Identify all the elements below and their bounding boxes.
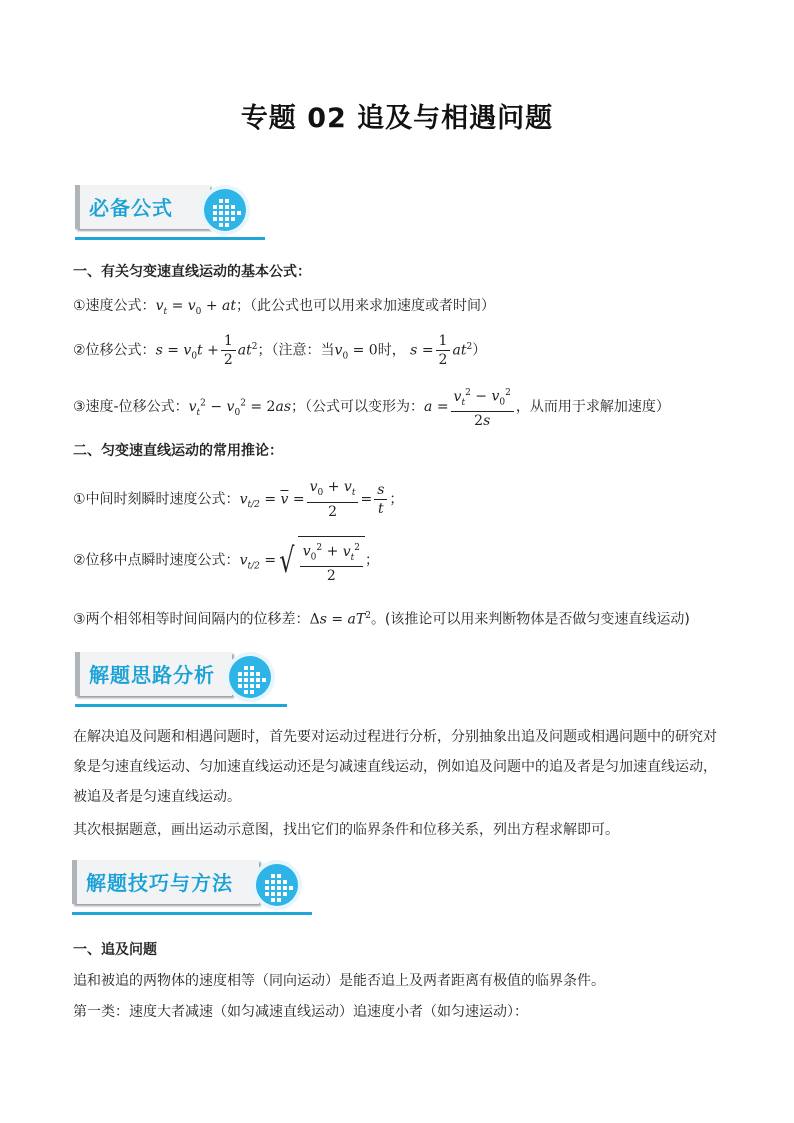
formula-velocity: ①速度公式：$v_t = v_0$ + at；（此公式也可以用来求加速度或者时间） [73, 298, 496, 317]
formula-note-a: ；（注意：当 [257, 342, 335, 359]
grid-dots-icon [225, 652, 275, 702]
banner-label: 解题技巧与方法 [86, 871, 233, 895]
section2-heading: 二、匀变速直线运动的常用推论： [73, 443, 283, 459]
analysis-paragraph-2: 其次根据题意，画出运动示意图，找出它们的临界条件和位移关系，列出方程求解即可。 [73, 822, 619, 838]
formula-note: 。(该推论可以用来判断物体是否做匀变速直线运动) [370, 611, 690, 628]
method-paragraph-2: 第一类：速度大者减速（如匀减速直线运动）追速度小者（如匀速运动）： [73, 1004, 528, 1020]
grid-dots-icon [252, 860, 302, 910]
formula-mid-time-velocity: ①中间时刻瞬时速度公式：$v_{t/2} = \overline{v}$ = $\frac{v_0 + v_t}{2}$ = $\frac{s}{t}$ ； [73, 479, 404, 520]
section-banner-methods [72, 860, 312, 916]
formula-label: ③速度-位移公式： [73, 399, 189, 416]
formula-label: ①中间时刻瞬时速度公式： [73, 491, 240, 508]
banner-underline [75, 704, 287, 707]
formula-displacement: ②位移公式：$s = v_0t$ + $\frac{1}{2}$ $at^2$；（注意：当$v_0 = 0$时， s = $\frac{1}{2}$ $at^2$） [73, 333, 487, 368]
formula-displacement-difference: ③两个相邻相等时间间隔内的位移差：$\Delta s = aT^2$。(该推论可以用来判断物体是否做匀变速直线运动) [73, 611, 690, 628]
banner-underline [72, 912, 312, 915]
formula-label: ②位移公式： [73, 342, 156, 359]
method-paragraph-1: 追和被追的两物体的速度相等（同向运动）是能否追上及两者距离有极值的临界条件。 [73, 973, 605, 989]
banner-label: 解题思路分析 [89, 663, 215, 687]
formula-label: ①速度公式： [73, 298, 156, 314]
grid-dots-icon [200, 185, 250, 235]
section1-heading: 一、有关匀变速直线运动的基本公式： [73, 264, 311, 280]
formula-note-b: 时， [377, 342, 406, 359]
analysis-paragraph-1: 在解决追及问题和相遇问题时，首先要对运动过程进行分析，分别抽象出追及问题或相遇问题中的研究对象是匀速直线运动、匀加速直线运动还是匀减速直线运动，例如追及问题中的追及者是匀加速直线运动，被追及者是匀速直线运动。 [73, 729, 717, 805]
page-title: 专题 02 追及与相遇问题 [240, 103, 554, 134]
formula-note: ；（此公式也可以用来求加速度或者时间） [236, 298, 496, 314]
formula-note-b: ，从而用于求解加速度） [515, 399, 670, 416]
formula-velocity-displacement: ③速度-位移公式：$v_t^2 - v_0^2 = 2as$；（公式可以变形为：a = $\frac{v_t^2 - v_0^2}{2s}$ ，从而用于求解加速度） [73, 384, 670, 430]
formula-mid-position-velocity: ②位移中点瞬时速度公式：$v_{t/2}$ =√ $\frac{v_0^2 + v_t^2}{2}$ ； [73, 536, 379, 585]
banner-underline [75, 237, 265, 240]
formula-note-a: ；（公式可以变形为： [291, 399, 424, 416]
formula-label: ②位移中点瞬时速度公式： [73, 552, 240, 569]
banner-label: 必备公式 [89, 196, 173, 220]
formula-label: ③两个相邻相等时间间隔内的位移差： [73, 611, 310, 628]
section-banner-formulas [75, 185, 265, 241]
section-banner-analysis [75, 652, 287, 708]
method-heading: 一、追及问题 [73, 942, 157, 958]
